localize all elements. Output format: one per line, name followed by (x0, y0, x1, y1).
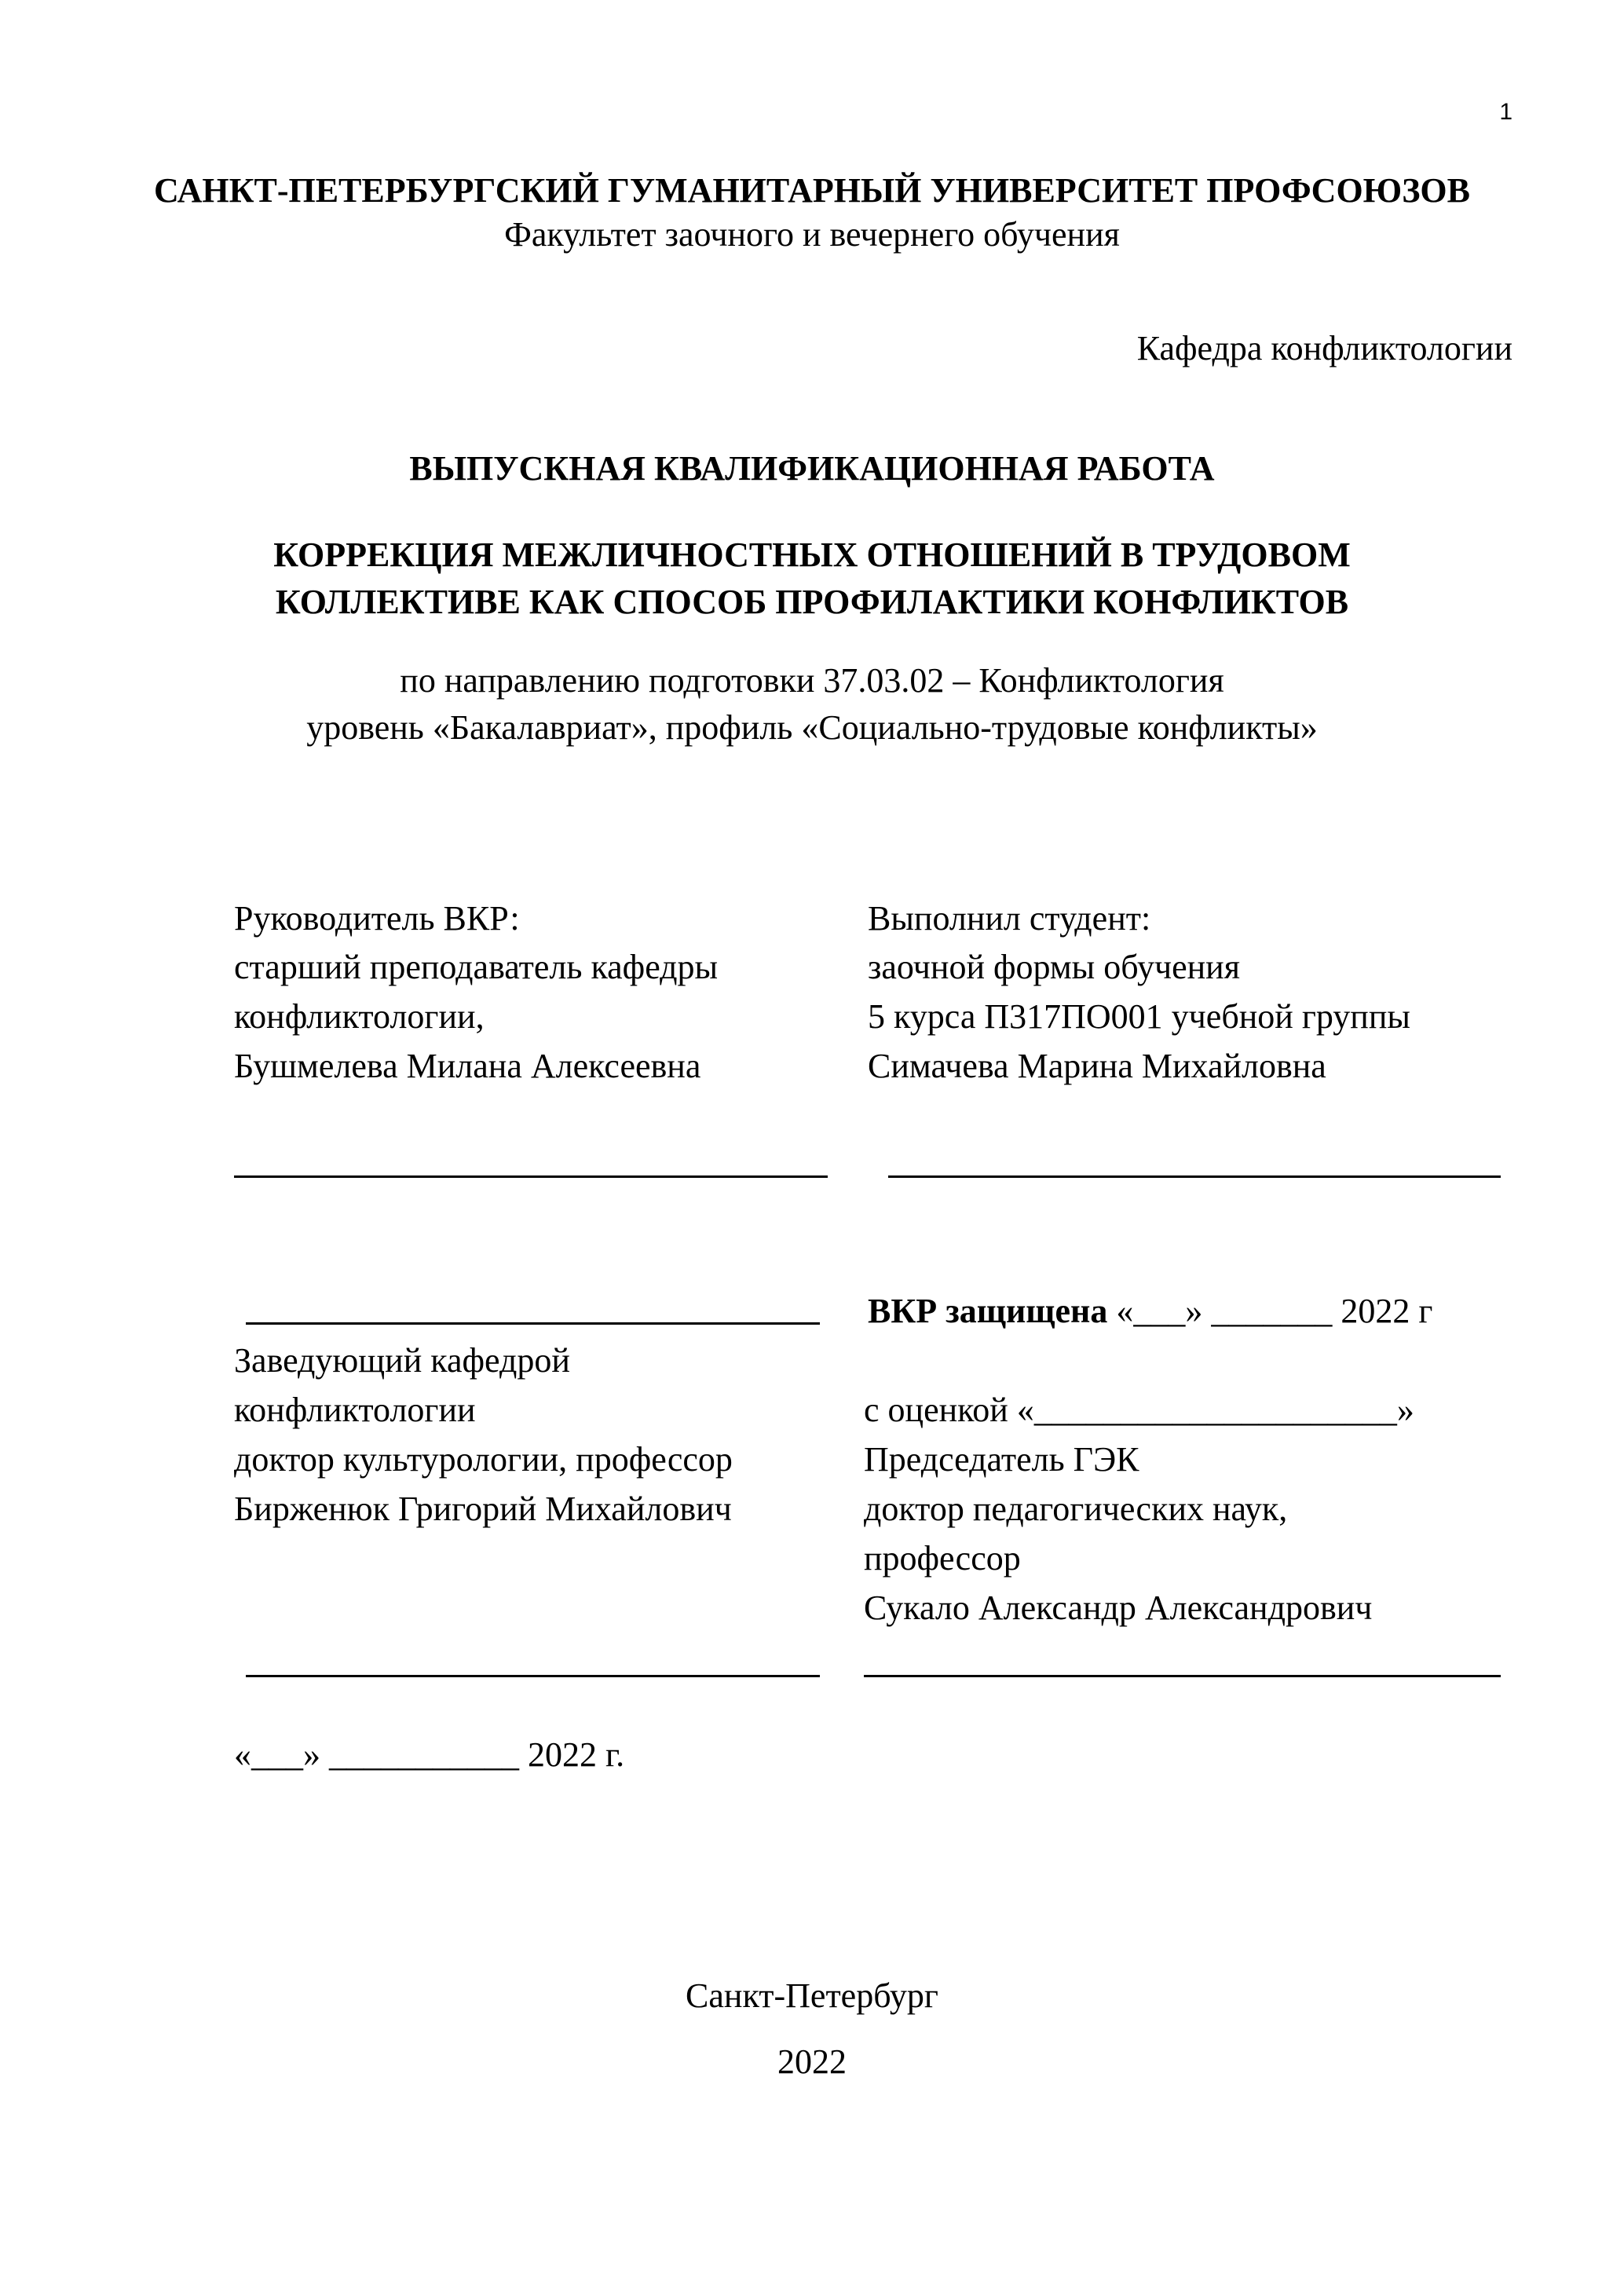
student-form-line: заочной формы обучения (868, 948, 1240, 986)
student-course-group: 5 курса П317ПО001 учебной группы (868, 997, 1410, 1036)
student-heading: Выполнил студент: (868, 899, 1151, 938)
date-line: «___» ___________ 2022 г. (234, 1735, 625, 1774)
faculty-name: Факультет заочного и вечернего обучения (504, 215, 1120, 254)
head-bottom-signature-line (246, 1675, 820, 1677)
student-signature-line (888, 1175, 1501, 1178)
chair-name: Сукало Александр Александрович (864, 1589, 1373, 1627)
year: 2022 (777, 2042, 847, 2081)
chair-signature-line (864, 1675, 1501, 1677)
defense-label: ВКР защищена (868, 1292, 1108, 1330)
supervisor-name: Бушмелева Милана Алексеевна (234, 1047, 701, 1085)
head-name: Бирженюк Григорий Михайлович (234, 1490, 732, 1528)
head-position-line-2: конфликтологии (234, 1391, 476, 1429)
head-degree: доктор культурологии, профессор (234, 1440, 733, 1479)
page-number: 1 (1499, 99, 1512, 125)
supervisor-position-line-1: старший преподаватель кафедры (234, 948, 719, 986)
supervisor-signature-line (234, 1175, 828, 1178)
topic-title-line-2: КОЛЛЕКТИВЕ КАК СПОСОБ ПРОФИЛАКТИКИ КОНФЛИКТОВ (275, 583, 1349, 621)
study-level-profile: уровень «Бакалавриат», профиль «Социально-трудовые конфликты» (306, 708, 1318, 747)
university-name: САНКТ-ПЕТЕРБУРГСКИЙ ГУМАНИТАРНЫЙ УНИВЕРСИТЕТ ПРОФСОЮЗОВ (153, 171, 1471, 210)
study-direction: по направлению подготовки 37.03.02 – Конфликтология (400, 661, 1224, 700)
supervisor-position-line-2: конфликтологии, (234, 997, 485, 1036)
chair-degree-line-2: профессор (864, 1539, 1021, 1578)
chair-title: Председатель ГЭК (864, 1440, 1139, 1479)
defense-date-line (868, 1294, 1432, 1329)
city: Санкт-Петербург (686, 1976, 938, 2015)
chair-degree-line-1: доктор педагогических наук, (864, 1490, 1288, 1528)
defense-grade: с оценкой «_____________________» (864, 1391, 1414, 1429)
topic-title-line-1: КОРРЕКЦИЯ МЕЖЛИЧНОСТНЫХ ОТНОШЕНИЙ В ТРУДОВОМ (273, 536, 1351, 574)
department-name: Кафедра конфликтологии (1136, 329, 1512, 367)
head-position-line-1: Заведующий кафедрой (234, 1341, 570, 1380)
head-signature-line (246, 1322, 820, 1325)
student-name: Симачева Марина Михайловна (868, 1047, 1326, 1085)
supervisor-heading: Руководитель ВКР: (234, 899, 520, 938)
work-type-title: ВЫПУСКНАЯ КВАЛИФИКАЦИОННАЯ РАБОТА (409, 449, 1215, 488)
defense-date: «___» _______ 2022 г (1107, 1292, 1433, 1330)
